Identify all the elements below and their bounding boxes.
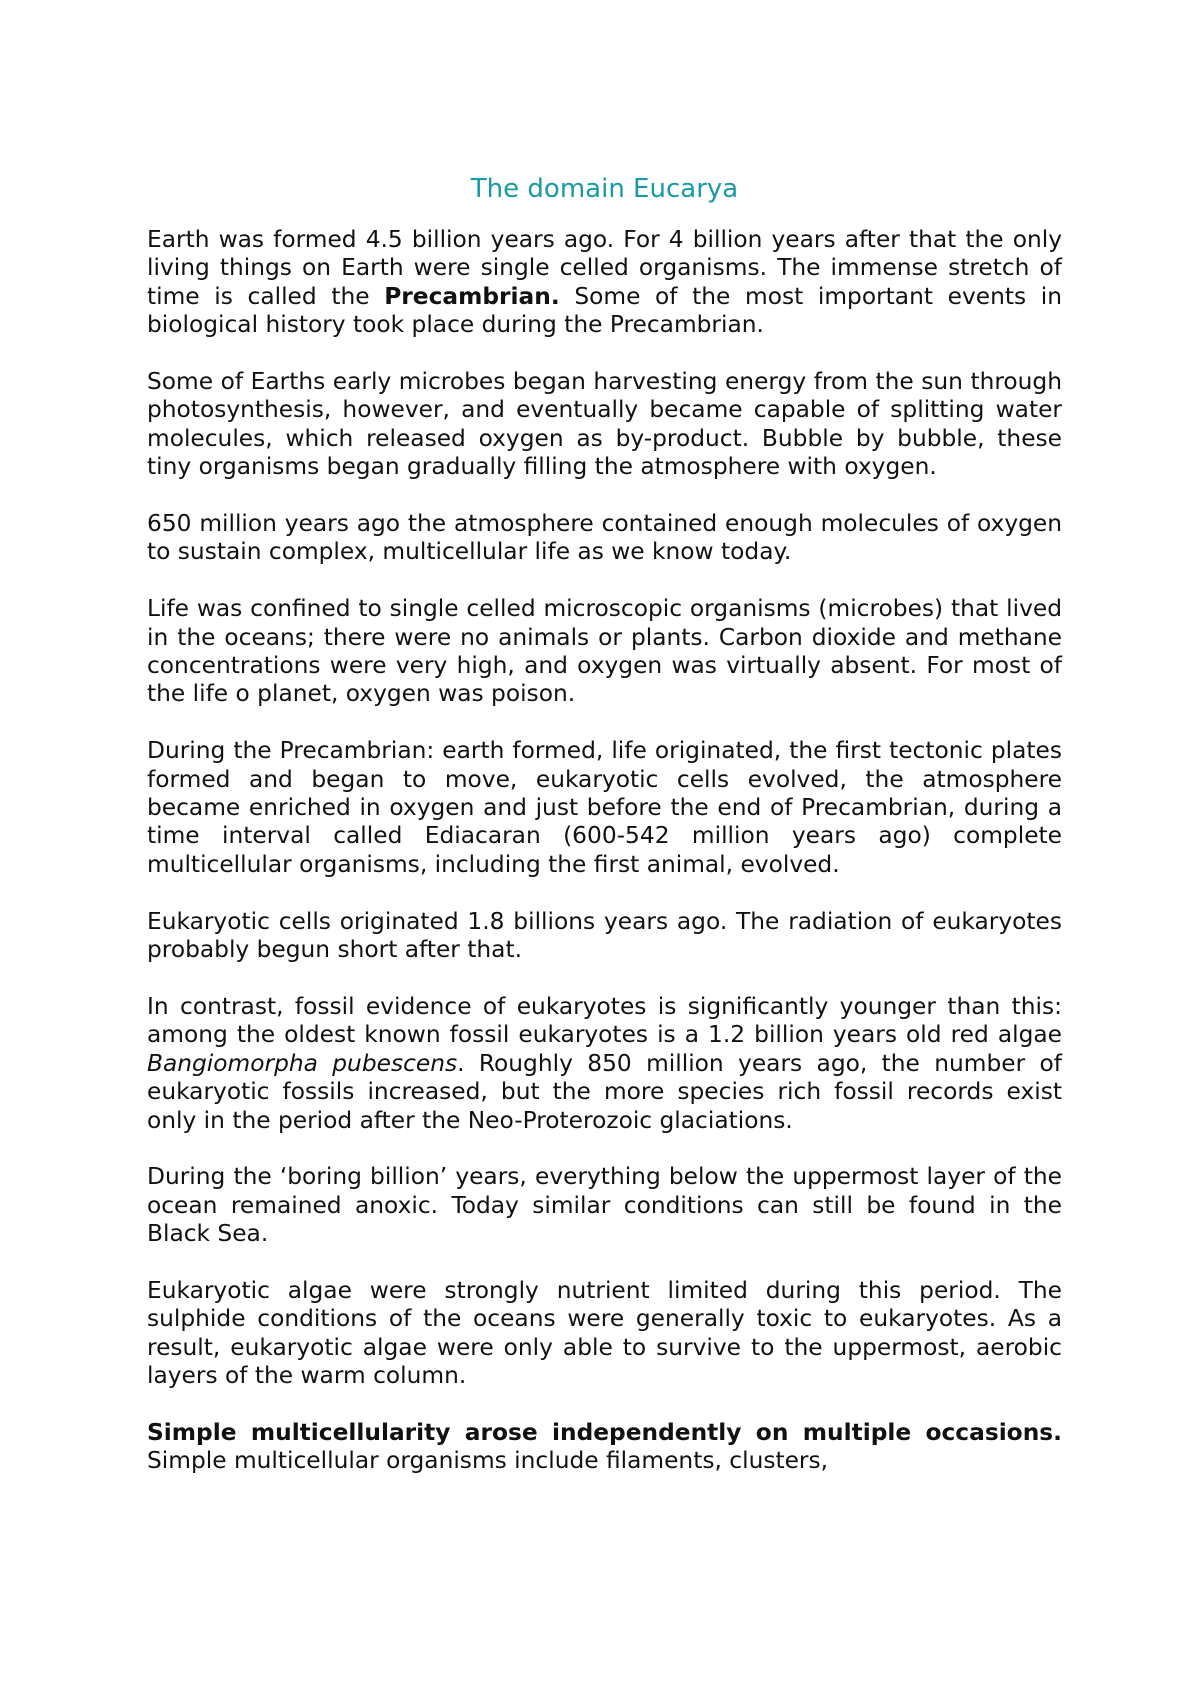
paragraph-eukaryotic-origin: Eukaryotic cells originated 1.8 billions years ago. The radiation of eukaryotes probably begun short after that. <box>147 907 1062 964</box>
text-span: . Roughly 850 million years ago, the number of eukaryotic fossils increased, but the more species rich fossil records exist only in the period after the Neo-Proterozoic glaciations. <box>147 1049 1062 1134</box>
document-title: The domain Eucarya <box>470 174 739 204</box>
paragraph-photosynthesis: Some of Earths early microbes began harvesting energy from the sun through photosynthesis, however, and eventually became capable of splitting water molecules, which released oxygen as by-product. Bubble by bubble, these tiny organisms began gradually filling the atmosphere with oxygen. <box>147 368 1062 481</box>
paragraph-fossil-evidence <box>147 993 1062 1135</box>
text-span: Simple multicellular organisms include filaments, clusters, <box>147 1447 829 1475</box>
italic-species-name: Bangiomorpha pubescens <box>147 1049 458 1077</box>
paragraph-eukaryotic-algae: Eukaryotic algae were strongly nutrient limited during this period. The sulphide conditions of the oceans were generally toxic to eukaryotes. As a result, eukaryotic algae were only able to survive to the uppermost, aerobic layers of the warm column. <box>147 1276 1062 1390</box>
text-span: Some of the most important events in biological history took place during the Precambrian. <box>147 282 1062 339</box>
bold-term-precambrian: Precambrian. <box>384 282 560 310</box>
document-body <box>147 170 1062 1504</box>
bold-heading-multicellularity: Simple multicellularity arose independently on multiple occasions. <box>147 1418 1062 1446</box>
text-span: Earth was formed 4.5 billion years ago. For 4 billion years after that the only living things on Earth were single celled organisms. The immense stretch of time is called the <box>147 226 1062 310</box>
paragraph-oxygen-650: 650 million years ago the atmosphere contained enough molecules of oxygen to sustain complex, multicellular life as we know today. <box>147 510 1062 566</box>
paragraph-precambrian-intro <box>147 226 1062 340</box>
paragraph-single-celled-life: Life was confined to single celled microscopic organisms (microbes) that lived in the oceans; there were no animals or plants. Carbon dioxide and methane concentrations were very high, and oxygen was virtually absent. For most of the life o planet, oxygen was poison. <box>147 595 1062 708</box>
paragraph-precambrian-events: During the Precambrian: earth formed, life originated, the first tectonic plates formed and began to move, eukaryotic cells evolved, the atmosphere became enriched in oxygen and just before the end of Precambrian, during a time interval called Ediacaran (600-542 million years ago) complete multicellular organisms, including the first animal, evolved. <box>147 737 1062 878</box>
paragraph-multicellularity <box>147 1419 1062 1476</box>
text-span: In contrast, fossil evidence of eukaryotes is significantly younger than this: among the oldest known fossil eukaryotes is a 1.2 billion years old red algae <box>147 992 1062 1049</box>
paragraph-boring-billion: During the ‘boring billion’ years, everything below the uppermost layer of the ocean remained anoxic. Today similar conditions can still be found in the Black Sea. <box>147 1163 1062 1248</box>
